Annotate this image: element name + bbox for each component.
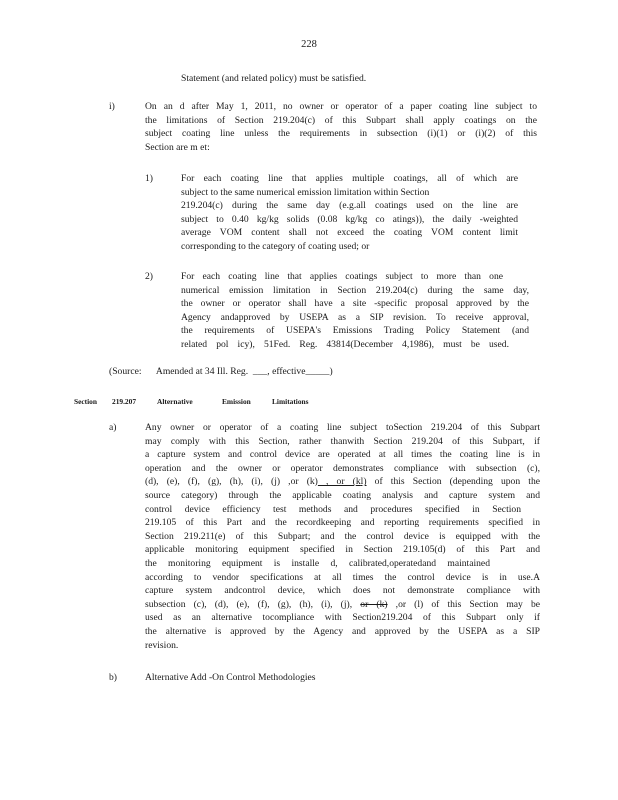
section-number: 219.207 [112,397,137,406]
text-line: For each coating line that applies multiple coatings, all of which are [181,173,518,184]
text-line: subject to 0.40 kg/kg solids (0.08 kg/kg co atings)), the daily -weighted [181,213,518,225]
item-b-label: b) [109,672,117,683]
text-line: operation and the owner or operator demonstrates compliance with subsection (c), [145,462,540,474]
text-line: Section 219.211(e) of this Subpart; and the control device is equipped with the [145,530,540,542]
text-line: according to vendor specifications at all times the control device is in use.A [145,571,540,583]
source-close: ) [329,366,333,377]
text-line: the owner or operator shall have a site -specific proposal approved by the [181,298,529,310]
continuation-line: Statement (and related policy) must be satisfied. [181,73,367,84]
text-line: average VOM content shall not exceed the coating VOM content limit [181,227,518,239]
page-number: 228 [301,39,317,50]
text-line: Section are m et: [145,141,210,153]
text-line: subject to the same numerical emission limitation within Section [181,186,430,198]
section-word: Section [74,397,97,406]
source-note [109,365,379,379]
item-i-1-label: 1) [145,173,153,184]
text-line: a capture system and control device are operated at all times the coating line is in [145,449,540,461]
text-line: the alternative is approved by the Agency and approved by the USEPA as a SIP [145,625,540,637]
source-blank-2: _____ [305,366,330,377]
inserted-text: l) [360,476,367,488]
source-effective: , effective [267,366,306,377]
source-prefix: (Source: [109,366,142,377]
source-blank-1: ___ [252,366,268,377]
text-line: used as an alternative tocompliance with Section219.204 of this Subpart only if [145,612,540,624]
text-line: (d), (e), (f), (g), (h), (i), (j) ,or (k) , or (kl) of this Section (depending upon the [145,476,540,488]
text-line: source category) through the applicable coating analysis and capture system and [145,489,540,501]
text-line: the monitoring equipment is installe d, calibrated,operatedand maintained [145,557,490,569]
text-line: subsection (c), (d), (e), (f), (g), (h), (i), (j), or (k) ,or (l) of this Section may be [145,598,540,610]
text-line: On an d after May 1, 2011, no owner or operator of a paper coating line subject to [145,101,537,112]
text-line: related pol icy), 51Fed. Reg. 43814(December 4,1986), must be used. [181,338,509,350]
text-line: 219.105 of this Part and the recordkeeping and reporting requirements specified in [145,517,540,529]
item-b-heading: Alternative Add -On Control Methodologies [145,672,316,683]
text-line: revision. [145,639,179,651]
item-i-2-label: 2) [145,271,153,282]
inserted-text: , or ( [317,476,356,488]
text-line: numerical emission limitation in Section 219.204(c) during the same day, [181,284,529,296]
section-title-word-2: Emission [222,397,251,406]
item-a-paragraph [145,421,540,652]
text-line: the requirements of USEPA's Emissions Trading Policy Statement (and [181,325,529,337]
item-i-label: i) [109,101,115,112]
text-line: may comply with this Section, rather thanwith Section 219.204 of this Subpart, if [145,435,540,447]
text-line: corresponding to the category of coating used; or [181,240,370,252]
text-line: Any owner or operator of a coating line subject toSection 219.204 of this Subpart [145,422,540,433]
text-line: 219.204(c) during the same day (e.g.all coatings used on the line are [181,200,518,212]
text-line: Agency andapproved by USEPA as a SIP revision. To receive approval, [181,311,529,323]
item-a-label: a) [109,422,117,433]
item-i-2-paragraph [181,270,529,352]
section-title-word-3: Limitations [272,397,309,406]
source-text: Amended at 34 Ill. Reg. [155,366,249,377]
text-line: subject coating line unless the requirements in subsection (i)(1) or (i)(2) of this [145,128,537,140]
text-line: control device efficiency test methods and procedures specified in Section [145,503,521,515]
item-i-1-paragraph [181,172,518,254]
text-line: the limitations of Section 219.204(c) of this Subpart shall apply coatings on the [145,114,537,126]
item-i-paragraph [145,100,537,154]
text-line: applicable monitoring equipment specified in Section 219.105(d) of this Part and [145,544,540,556]
text-line: For each coating line that applies coatings subject to more than one [181,271,503,282]
struck-text: or (k) [360,598,388,610]
section-title-word-1: Alternative [157,397,193,406]
text-line: capture system andcontrol device, which does not demonstrate compliance with [145,585,540,597]
struck-text: k [355,476,361,488]
